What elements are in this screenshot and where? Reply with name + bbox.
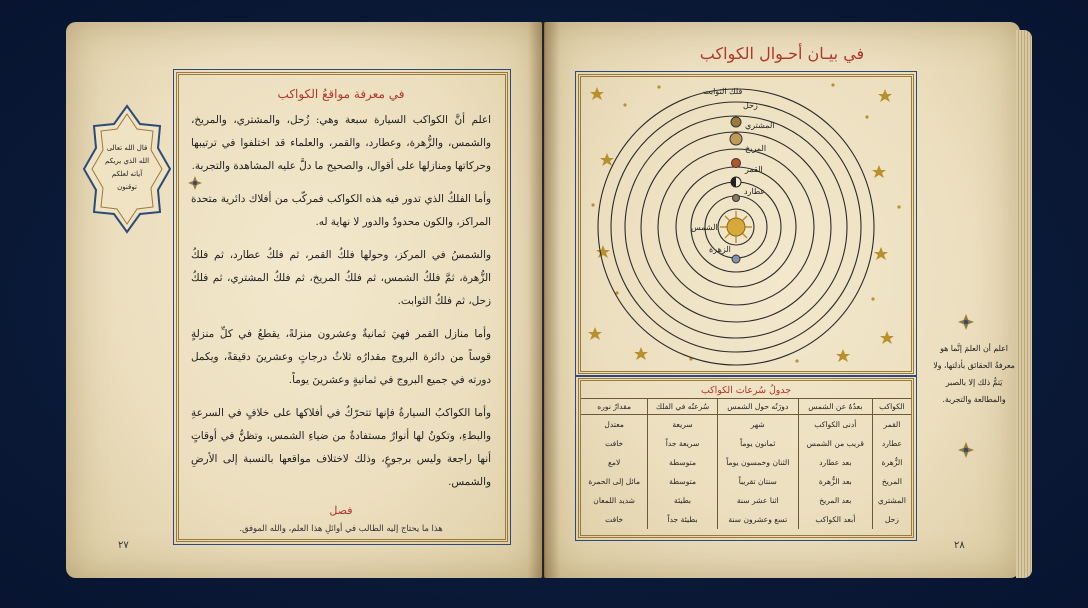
- paragraph-5: وأما الكواكبُ السيارةُ فإنها تتحرّكُ في أفلاكها على خلافٍ في السرعةِ والبطءِ، وتكونُ لها أنوارٌ مستفادةٌ من ضياءِ الشمس، وتظنُّ في أوقاتٍ أنها راجعة وليس برجوعٍ، وذلك لاختلاف مواقعها بالنسبة إلى الأرضِ والشمس.: [191, 407, 491, 488]
- table-cell: عطارد: [881, 438, 902, 448]
- right-title: في بيـان أحـوال الكواكب: [699, 44, 865, 63]
- left-heading: في معرفة مواقعُ الكواكب: [277, 87, 405, 101]
- label-sun: الشمس: [691, 223, 718, 232]
- label-venus: الزهرة: [709, 245, 731, 254]
- rosette-icon: [958, 442, 974, 458]
- table-cell: زحل: [884, 514, 899, 524]
- table-header: دورَتُه حول الشمس: [717, 399, 798, 415]
- table-row: [581, 472, 911, 491]
- planetary-diagram: [578, 74, 914, 374]
- table-cell: المشتري: [877, 495, 906, 505]
- open-book: [66, 22, 1032, 582]
- side-ornament: [80, 104, 174, 234]
- table-cell: متوسطة: [648, 453, 717, 472]
- closing-line: هذا ما يحتاج إليه الطالب في أوائلِ هذا العلم، والله الموفق.: [239, 523, 443, 533]
- table-cell: متوسطة: [648, 472, 717, 491]
- speeds-table-frame: [578, 378, 914, 538]
- table-cell: تسع وعشرون سنة: [717, 510, 798, 529]
- table-cell: خافت: [581, 434, 648, 453]
- label-jupiter: المشتري: [745, 121, 775, 130]
- table-cell: لامع: [581, 453, 648, 472]
- label-saturn: زحل: [743, 101, 758, 110]
- table-cell: معتدل: [581, 415, 648, 434]
- table-header: الكواكب: [872, 399, 911, 415]
- table-cell: بعد عطارد: [798, 453, 872, 472]
- table-row: [581, 510, 911, 529]
- table-cell: قريب من الشمس: [798, 434, 872, 453]
- table-cell: اثنا عشر سنة: [717, 491, 798, 510]
- table-cell: سريعة: [648, 415, 717, 434]
- table-header-row: [581, 399, 911, 415]
- table-cell: الثنان وخمسون يوماً: [717, 453, 798, 472]
- table-cell: بطيئة جداً: [648, 510, 717, 529]
- table-cell: شديد اللمعان: [581, 491, 648, 510]
- table-header: سُرعتُه في الفلك: [648, 399, 717, 415]
- ornament-verse: قال الله تعالى الله الذي يريكم آياته لعلكم توقنون: [104, 144, 150, 191]
- table-row: [581, 434, 911, 453]
- label-fixed-stars: فلك الثوابت: [703, 87, 743, 96]
- label-mars: المريخ: [745, 144, 767, 153]
- table-cell: أدنى الكواكب: [798, 415, 872, 434]
- side-note: اعلم أن العلمَ إنَّما هو معرفةُ الحقائق بأدلتها، ولا يَتمُّ ذلك إلا بالصبر والمطالعة والتجربة.: [933, 344, 1015, 404]
- paragraph-1: اعلم أنَّ الكواكب السيارة سبعة وهي: زُحل، والمشتري، والمريخ، والشمس، والزُّهرة، وعطارد، والقمر، والعلماء قد اختلفوا في ترتيبها وحركاتها ومنازلها على أقوال، والصحيح ما دلَّ عليه المشاهدة والتجربة.: [191, 114, 491, 172]
- table-cell: خافت: [581, 510, 648, 529]
- table-row: [581, 491, 911, 510]
- table-cell: شهر: [717, 415, 798, 434]
- paragraph-3: والشمسُ في المركز، وحولها فلكُ القمر، ثم فلكُ عطارد، ثم فلكُ الزُّهرة، ثمَّ فلكُ الشمس، ثم فلكُ المريخ، ثم فلكُ المشتري، ثم فلكُ زحل، ثم فلكُ الثوابت.: [191, 249, 491, 307]
- table-cell: بعد الزُّهرة: [798, 472, 872, 491]
- table-cell: أبعد الكواكب: [798, 510, 872, 529]
- left-page-number: ٢٧: [118, 540, 129, 551]
- right-page-number: ٢٨: [954, 540, 965, 551]
- speeds-table: [581, 398, 911, 529]
- table-cell: مائل إلى الحمرة: [581, 472, 648, 491]
- rosette-icon: [958, 314, 974, 330]
- table-cell: سريعة جداً: [648, 434, 717, 453]
- table-title: جدولُ سُرعات الكواكب: [700, 385, 792, 396]
- left-text-frame: [176, 72, 508, 542]
- table-cell: بعد المريخ: [798, 491, 872, 510]
- table-header: مقدارُ نوره: [581, 399, 648, 415]
- table-header: بعدُهُ عن الشمس: [798, 399, 872, 415]
- book-gutter: [528, 22, 560, 578]
- table-cell: القمر: [883, 419, 901, 429]
- table-cell: الزُّهرة: [881, 457, 903, 467]
- label-mercury: عطارد: [744, 187, 766, 196]
- paragraph-4: وأما منازل القمر فهيَ ثمانيةٌ وعشرون منزلةً، يقطعُ في كلِّ منزلةٍ قوساً من دائرة البروج مقدارُه ثلاثُ درجاتٍ وعشرينَ دقيقةً، ويكمل دورته في جميع البروج في ثمانيةٍ وعشرينَ يوماً.: [191, 328, 491, 386]
- section-marker: فصل: [329, 504, 353, 517]
- table-row: [581, 415, 911, 434]
- table-cell: ثمانون يوماً: [717, 434, 798, 453]
- paragraph-2: وأما الفلكُ الذي تدور فيه هذه الكواكب فمركّب من أفلاك دائرية متحدة المراكز، والكون محدودٌ والدور لا نهاية له.: [191, 193, 491, 228]
- label-moon: القمر: [745, 165, 763, 174]
- table-row: [581, 453, 911, 472]
- table-cell: بطيئة: [648, 491, 717, 510]
- table-cell: سنتان تقريباً: [717, 472, 798, 491]
- page-edges: [1016, 30, 1032, 578]
- table-cell: المريخ: [881, 476, 902, 486]
